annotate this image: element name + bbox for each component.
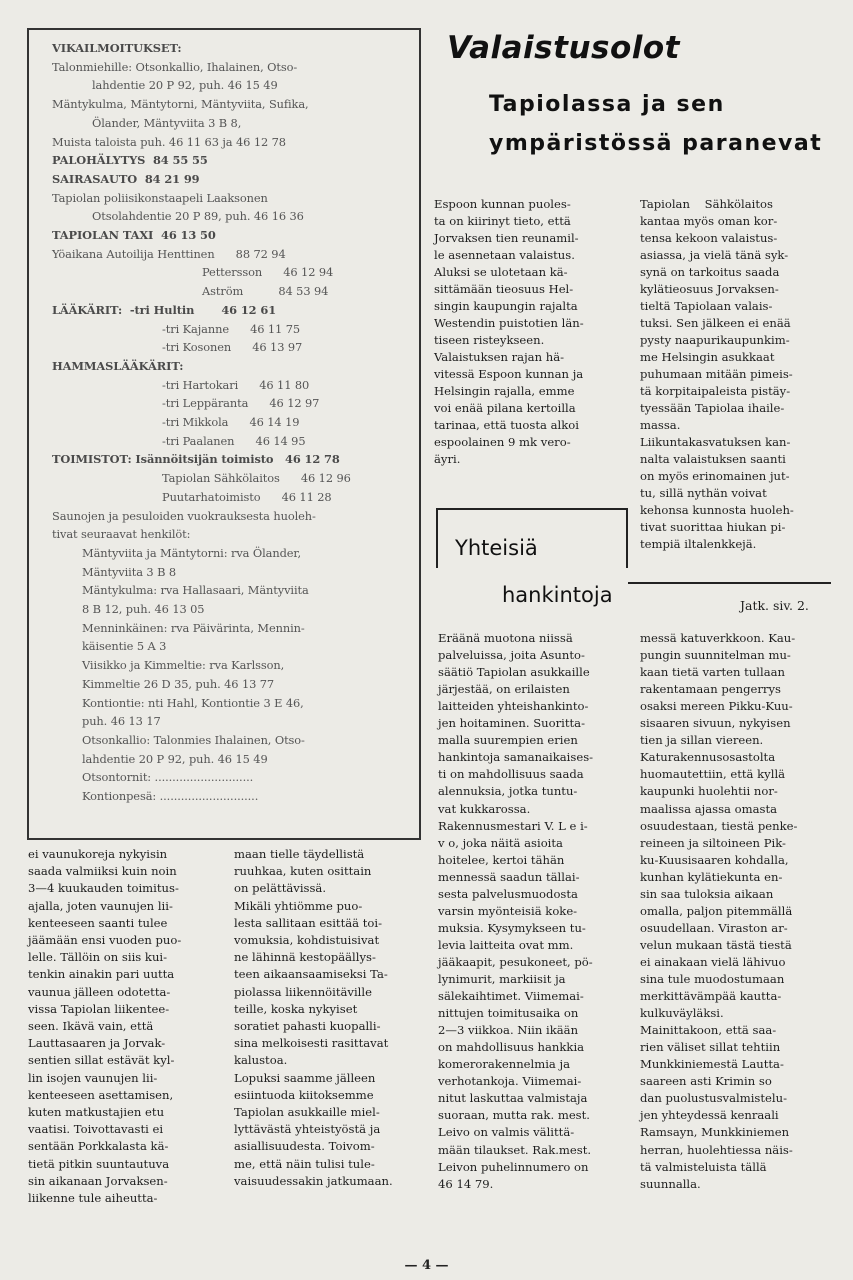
article-line: reineen ja siltoineen Pik-: [640, 835, 786, 850]
article-line: nittujen toimitusaika on: [438, 1006, 579, 1021]
article-line: on myös erinomainen jut-: [640, 469, 790, 483]
directory-line: LÄÄKÄRIT: -tri Hultin 46 12 61: [52, 302, 277, 317]
directory-line: Pettersson 46 12 94: [202, 265, 334, 280]
article-line: jääkaapit, pesukoneet, pö-: [438, 954, 593, 969]
article-line: verhotankoja. Viimemai-: [438, 1074, 582, 1089]
article-line: rien väliset sillat tehtiin: [640, 1040, 781, 1055]
article-line: tieltä Tapiolaan valais-: [640, 299, 773, 313]
article-line: tenkin ainakin pari uutta: [28, 967, 175, 982]
article-line: Mikäli yhtiömme puo-: [234, 898, 363, 913]
article-line: Liikuntakasvatuksen kan-: [640, 435, 791, 449]
directory-line: 8 B 12, puh. 46 13 05: [82, 602, 205, 616]
directory-line: Menninkäinen: rva Päivärinta, Mennin-: [82, 620, 305, 635]
directory-line: lahdentie 20 P 92, puh. 46 15 49: [92, 78, 278, 93]
directory-line: Saunojen ja pesuloiden vuokrauksesta huoleh-: [52, 508, 316, 523]
article-line: teen aikaansaamiseksi Ta-: [234, 967, 388, 982]
directory-line: Otsonkallio: Talonmies Ihalainen, Otso-: [82, 732, 305, 747]
article-line: me, että näin tulisi tule-: [234, 1156, 375, 1171]
article-line: Westendin puistotien län-: [434, 316, 584, 330]
article-line: tarinaa, että tuosta alkoi: [434, 418, 579, 432]
directory-line: VIKAILMOITUKSET:: [52, 41, 182, 55]
article-line: ta on kiirinyt tieto, että: [434, 214, 571, 228]
article-line: vaunua jälleen odotetta-: [28, 984, 171, 999]
article-line: teille, koska nykyiset: [234, 1001, 358, 1016]
directory-line: -tri Mikkola 46 14 19: [162, 415, 300, 429]
article-line: velun mukaan tästä tiestä: [640, 937, 792, 952]
article-line: nitut laskuttaa valmistaja: [438, 1091, 588, 1106]
directory-line: Otsolahdentie 20 P 89, puh. 46 16 36: [92, 209, 304, 224]
article-line: kenteeseen saanti tulee: [28, 915, 168, 930]
directory-line: Mäntykulma, Mäntytorni, Mäntyviita, Sufika,: [52, 97, 309, 112]
directory-line: PALOHÄLYTYS 84 55 55: [52, 153, 208, 168]
article-line: kylätieosuus Jorvaksen-: [640, 282, 779, 296]
article-line: ruuhkaa, kuten osittain: [234, 864, 372, 879]
article-line: muksia. Kysymykseen tu-: [438, 920, 586, 935]
article-line: messä katuverkkoon. Kau-: [640, 631, 796, 645]
article-line: jen yhteydessä kenraali: [640, 1108, 779, 1123]
article-line: kunhan kylätiekunta en-: [640, 869, 783, 884]
directory-line: Puutarhatoimisto 46 11 28: [162, 489, 332, 504]
article-line: vitessä Espoon kunnan ja: [434, 367, 584, 381]
article-line: maan tielle täydellistä: [234, 847, 365, 861]
continued-label: Jatk. siv. 2.: [740, 598, 809, 613]
article-line: Lauttasaaren ja Jorvak-: [28, 1036, 166, 1051]
article-line: sisaaren sivuun, nykyisen: [640, 716, 791, 731]
article-line: kaan tietä varten tullaan: [640, 665, 785, 680]
article-line: Tapiolan Sähkölaitos: [640, 197, 773, 211]
article-line: vomuksia, kohdistuisivat: [234, 933, 380, 947]
article-line: suunnalla.: [640, 1176, 701, 1191]
article-line: rakentamaan pengerrys: [640, 682, 781, 697]
article-line: lin isojen vaunujen lii-: [28, 1070, 158, 1085]
article-line: Mainittakoon, että saa-: [640, 1023, 777, 1038]
article-line: sin saa tuloksia aikaan: [640, 886, 774, 901]
article-line: seen. Ikävä vain, että: [28, 1019, 154, 1033]
directory-line: -tri Kosonen 46 13 97: [162, 340, 303, 355]
directory-line: TOIMISTOT: Isännöitsijän toimisto 46 12 78: [52, 452, 340, 467]
directory-line: Aström 84 53 94: [202, 284, 329, 299]
article-line: nalta valaistuksen saanti: [640, 452, 786, 466]
article2-title-line2: hankintoja: [502, 583, 613, 607]
column-divider: [628, 582, 831, 584]
article-line: tä valmisteluista tällä: [640, 1159, 767, 1174]
directory-line: Otsontornit: ............................: [82, 770, 254, 785]
directory-line: Mäntykulma: rva Hallasaari, Mäntyviita: [82, 583, 309, 598]
article-line: massa.: [640, 418, 681, 432]
directory-line: Ölander, Mäntyviita 3 B 8,: [92, 115, 242, 130]
article-line: hoitelee, kertoi tähän: [438, 852, 565, 867]
article-line: vaisuudessakin jatkumaan.: [234, 1173, 393, 1188]
article-line: Eräänä muotona niissä: [438, 631, 573, 645]
article-line: ei vaunukoreja nykyisin: [28, 847, 168, 861]
directory-line: Yöaikana Autoilija Henttinen 88 72 94: [52, 246, 286, 261]
article-line: 46 14 79.: [438, 1176, 494, 1191]
article2-title-line1: Yhteisiä: [455, 536, 538, 560]
article-line: mennessä saadun tällai-: [438, 869, 580, 884]
article-subtitle-line1: Tapiolassa ja sen: [489, 92, 725, 117]
article-line: mään tilaukset. Rak.mest.: [438, 1142, 592, 1157]
article-line: Munkkiniemestä Lautta-: [640, 1057, 784, 1072]
directory-line: Tapiolan poliisikonstaapeli Laaksonen: [52, 190, 268, 205]
article-line: Ramsayn, Munkkiniemen: [640, 1125, 790, 1140]
article-line: tiseen risteykseen.: [434, 333, 545, 347]
article-line: tien ja sillan viereen.: [640, 733, 764, 748]
article-line: tu, sillä nythän voivat: [640, 486, 767, 500]
article-line: espoolainen 9 mk vero-: [434, 435, 571, 449]
article-line: sittämään tieosuus Hel-: [434, 282, 574, 296]
directory-line: TAPIOLAN TAXI 46 13 50: [52, 228, 216, 242]
article-line: kenteeseen asettamisen,: [28, 1087, 174, 1102]
article-line: omalla, paljon pitemmällä: [640, 903, 793, 918]
article-line: osuudestaan, tiestä penke-: [640, 818, 798, 833]
directory-line: puh. 46 13 17: [82, 714, 161, 729]
article-line: laitteiden yhteishankinto-: [438, 699, 589, 714]
article-line: 2—3 viikkoa. Niin ikään: [438, 1023, 579, 1038]
article-line: Leivon puhelinnumero on: [438, 1159, 589, 1174]
article-line: Katurakennusosastolta: [640, 750, 776, 765]
article-line: tietä pitkin suuntautuva: [28, 1156, 170, 1171]
article-line: tensa kekoon valaistus-: [640, 231, 778, 245]
article-line: Lopuksi saamme jälleen: [234, 1070, 376, 1085]
article-line: osaksi mereen Pikku-Kuu-: [640, 699, 793, 714]
directory-line: Kontiontie: nti Hahl, Kontiontie 3 E 46,: [82, 695, 304, 710]
article-line: piolassa liikennöitäville: [234, 984, 372, 999]
article-line: palveluissa, joita Asunto-: [438, 648, 585, 663]
article-line: saada valmiiksi kuin noin: [28, 864, 177, 879]
article-line: vissa Tapiolan liikentee-: [28, 1001, 170, 1016]
article-line: Tapiolan asukkaille miel-: [234, 1105, 380, 1119]
article-line: komerorakennelmia ja: [438, 1057, 571, 1072]
article-line: pysty naapurikaupunkim-: [640, 333, 790, 347]
directory-line: Tapiolan Sähkölaitos 46 12 96: [162, 471, 351, 486]
article-line: sina melkoisesti rasittavat: [234, 1036, 389, 1051]
article-line: ajalla, joten vaunujen lii-: [28, 898, 173, 913]
article-line: äyri.: [434, 452, 461, 466]
directory-line: Mäntyviita ja Mäntytorni: rva Ölander,: [82, 545, 302, 560]
article-line: tä korpitaipaleista pistäy-: [640, 384, 791, 398]
article-line: Helsingin rajalla, emme: [434, 384, 575, 398]
article-line: hankintoja samanaikaises-: [438, 750, 594, 765]
article-line: sina tule muodostumaan: [640, 972, 785, 986]
article-line: on pelättävissä.: [234, 881, 327, 896]
article-line: Jorvaksen tien reunamil-: [434, 231, 579, 245]
article-line: järjestää, on erilaisten: [438, 682, 570, 697]
directory-line: Kontionpesä: ............................: [82, 789, 259, 803]
article-line: levia laitteita ovat mm.: [438, 937, 574, 952]
article-line: synä on tarkoitus saada: [640, 265, 780, 279]
article-line: 3—4 kuukauden toimitus-: [28, 881, 179, 896]
directory-line: Kimmeltie 26 D 35, puh. 46 13 77: [82, 676, 275, 691]
directory-line: tivat seuraavat henkilöt:: [52, 527, 191, 542]
article-line: tempiä iltalenkkejä.: [640, 537, 757, 551]
article-line: ne lähinnä kestopäällys-: [234, 950, 376, 965]
article-line: kantaa myös oman kor-: [640, 214, 778, 228]
article-line: dan puolustusvalmistelu-: [640, 1091, 787, 1106]
article-line: osuudellaan. Viraston ar-: [640, 920, 788, 935]
article-line: lelle. Tällöin on siis kui-: [28, 950, 168, 965]
page-number: — 4 —: [404, 1258, 449, 1273]
directory-line: lahdentie 20 P 92, puh. 46 15 49: [82, 751, 268, 766]
article-line: ku-Kuusisaaren kohdalla,: [640, 852, 789, 867]
directory-line: Viisikko ja Kimmeltie: rva Karlsson,: [82, 658, 285, 673]
article-line: tuksi. Sen jälkeen ei enää: [640, 316, 791, 330]
article-line: lynimurit, markiisit ja: [438, 972, 566, 986]
article-line: tivat suorittaa hiukan pi-: [640, 520, 786, 534]
article-line: Valaistuksen rajan hä-: [434, 350, 565, 364]
article-line: ti on mahdollisuus saada: [438, 767, 584, 782]
article-line: sentään Porkkalasta kä-: [28, 1139, 169, 1154]
article-line: liikenne tule aiheutta-: [28, 1191, 158, 1205]
directory-line: Talonmiehille: Otsonkallio, Ihalainen, Otso-: [52, 59, 298, 74]
article-line: kulkuväyläksi.: [640, 1006, 724, 1021]
article-line: kaupunki huolehtii nor-: [640, 784, 778, 799]
article-line: sesta palvelusmuodosta: [438, 886, 578, 901]
article-line: Aluksi se ulotetaan kä-: [434, 265, 568, 279]
directory-line: Muista taloista puh. 46 11 63 ja 46 12 78: [52, 134, 286, 149]
article-line: saareen asti Krimin so: [640, 1074, 772, 1089]
article-line: Leivo on valmis välittä-: [438, 1125, 575, 1140]
article-line: huomautettiin, että kyllä: [640, 767, 786, 782]
directory-line: HAMMASLÄÄKÄRIT:: [52, 358, 184, 373]
article-line: on mahdollisuus hankkia: [438, 1040, 585, 1055]
article-line: jen hoitaminen. Suoritta-: [438, 716, 585, 731]
article-line: soratiet pahasti kuopalli-: [234, 1019, 381, 1033]
article-line: singin kaupungin rajalta: [434, 299, 578, 313]
article-line: sentien sillat estävät kyl-: [28, 1053, 175, 1068]
article-line: Rakennusmestari V. L e i-: [438, 818, 588, 833]
directory-line: Mäntyviita 3 B 8: [82, 564, 177, 579]
article-line: vaatisi. Toivottavasti ei: [28, 1122, 164, 1137]
article-line: maalissa ajassa omasta: [640, 801, 778, 816]
article-line: v o, joka näitä asioita: [438, 835, 563, 850]
article-line: varsin myönteisiä koke-: [438, 903, 578, 918]
article-line: pungin suunnitelman mu-: [640, 648, 791, 663]
article-line: puhumaan mitään pimeis-: [640, 367, 793, 381]
article-line: ei ainakaan vielä lähivuo: [640, 954, 786, 969]
directory-line: -tri Hartokari 46 11 80: [162, 377, 310, 392]
article-line: kehonsa kunnosta huoleh-: [640, 503, 794, 517]
article-line: herran, huolehtiessa näis-: [640, 1142, 793, 1157]
article-line: suoraan, mutta rak. mest.: [438, 1108, 590, 1123]
article-subtitle-line2: ympäristössä paranevat: [489, 131, 823, 156]
article-line: asiassa, ja vielä tänä syk-: [640, 248, 789, 262]
article-line: lyttävästä yhteistyöstä ja: [234, 1122, 381, 1137]
article-line: kalustoa.: [234, 1053, 288, 1068]
article-line: säätiö Tapiolan asukkaille: [438, 665, 590, 680]
article-line: me Helsingin asukkaat: [640, 350, 775, 364]
directory-line: -tri Paalanen 46 14 95: [162, 433, 306, 448]
article-line: merkittävämpää kautta-: [640, 989, 782, 1004]
article-line: sälekaihtimet. Viimemai-: [438, 989, 584, 1004]
directory-line: -tri Kajanne 46 11 75: [162, 321, 301, 336]
article-line: asiallisuudesta. Toivom-: [234, 1139, 375, 1154]
article-line: Espoon kunnan puoles-: [434, 197, 571, 211]
article-line: kuten matkustajien etu: [28, 1105, 165, 1119]
article-title: Valaistusolot: [447, 30, 681, 66]
article-line: lesta sallitaan esittää toi-: [234, 915, 383, 930]
article-line: vat kukkarossa.: [438, 801, 531, 816]
article-line: esiintuoda kiitoksemme: [234, 1087, 374, 1102]
article-line: jäämään ensi vuoden puo-: [28, 933, 182, 947]
article-line: voi enää pilana kertoilla: [434, 401, 576, 415]
directory-line: SAIRASAUTO 84 21 99: [52, 171, 200, 186]
directory-line: -tri Leppäranta 46 12 97: [162, 396, 320, 411]
article-line: tyessään Tapiolaa ihaile-: [640, 401, 785, 415]
directory-line: käisentie 5 A 3: [82, 639, 167, 654]
article-line: le asennetaan valaistus.: [434, 248, 575, 262]
article-line: alennuksia, jotka tuntu-: [438, 784, 578, 799]
article-line: sin aikanaan Jorvaksen-: [28, 1173, 168, 1188]
article-line: malla suurempien erien: [438, 733, 578, 748]
